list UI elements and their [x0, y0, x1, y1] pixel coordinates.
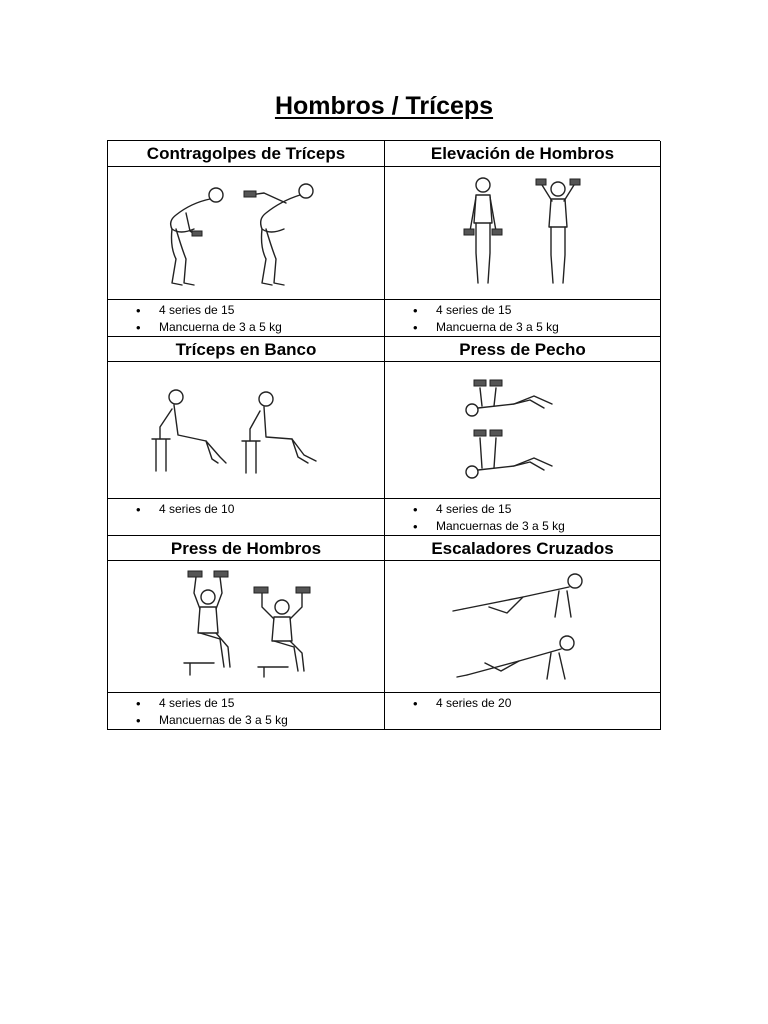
exercise-table: [107, 140, 660, 730]
exercise-image: [108, 362, 385, 499]
exercise-image: [108, 561, 385, 693]
exercise-name: Escaladores Cruzados: [385, 536, 661, 561]
exercise-name: Elevación de Hombros: [385, 141, 661, 167]
exercise-details: [108, 499, 385, 536]
exercise-image: [385, 362, 661, 499]
detail-item: • Mancuernas de 3 a 5 kg: [136, 712, 384, 729]
detail-item: • 4 series de 15: [413, 501, 660, 518]
bench-dip-illustration: [146, 375, 346, 485]
exercise-name: Press de Hombros: [108, 536, 385, 561]
detail-item: • 4 series de 15: [413, 302, 660, 319]
chest-press-illustration: [458, 370, 588, 490]
exercise-image: [108, 167, 385, 300]
detail-item: • 4 series de 15: [136, 695, 384, 712]
detail-item: • Mancuerna de 3 a 5 kg: [136, 319, 384, 336]
exercise-image: [385, 167, 661, 300]
exercise-details: [385, 300, 661, 337]
shoulder-press-illustration: [166, 567, 326, 687]
shoulder-raise-illustration: [448, 173, 598, 293]
exercise-details: [108, 693, 385, 730]
exercise-details: [385, 693, 661, 730]
detail-item: • Mancuernas de 3 a 5 kg: [413, 518, 660, 535]
page-title: Hombros / Tríceps: [274, 92, 494, 120]
cross-mountain-climber-illustration: [443, 567, 603, 687]
detail-item: • 4 series de 10: [136, 501, 384, 518]
exercise-name: Press de Pecho: [385, 337, 661, 362]
exercise-image: [385, 561, 661, 693]
triceps-kickback-illustration: [146, 173, 346, 293]
detail-item: • 4 series de 15: [136, 302, 384, 319]
exercise-name: Contragolpes de Tríceps: [108, 141, 385, 167]
detail-item: • Mancuerna de 3 a 5 kg: [413, 319, 660, 336]
exercise-name: Tríceps en Banco: [108, 337, 385, 362]
exercise-details: [108, 300, 385, 337]
exercise-details: [385, 499, 661, 536]
detail-item: • 4 series de 20: [413, 695, 660, 712]
